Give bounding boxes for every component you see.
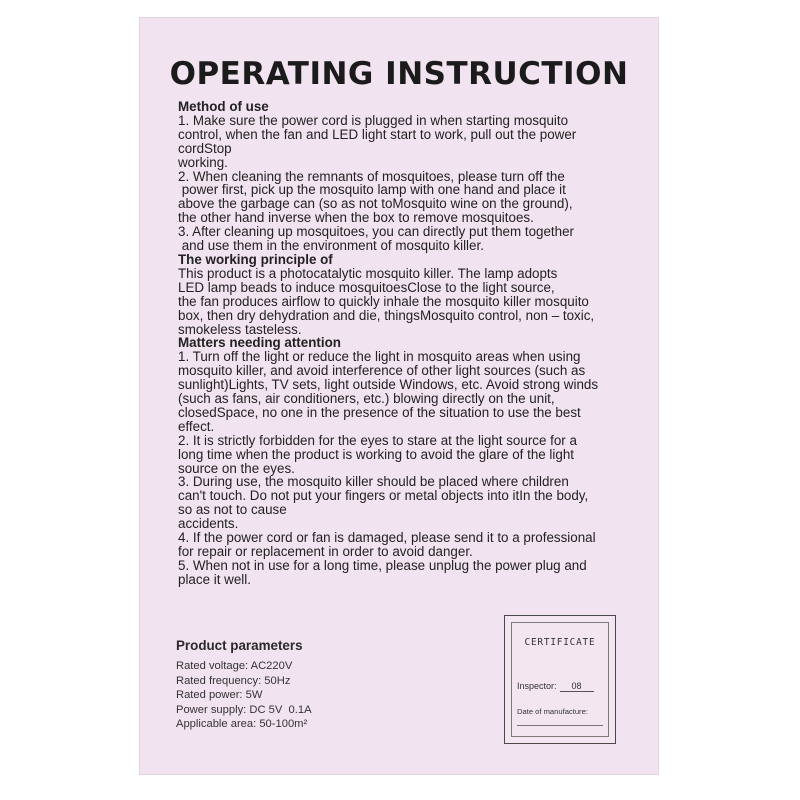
attention-line: for repair or replacement in order to avoid danger. [178, 544, 473, 559]
method-line: control, when the fan and LED light start to work, pull out the power [178, 126, 577, 142]
attention-line: 5. When not in use for a long time, please unplug the power plug and [178, 557, 587, 573]
parameter-line: Applicable area: 50-100m² [176, 718, 308, 730]
attention-line: 1. Turn off the light or reduce the light in mosquito areas when using [178, 349, 581, 365]
product-parameters-heading: Product parameters [176, 638, 303, 653]
instruction-body [178, 100, 648, 587]
method-line: above the garbage can (so as not toMosquito wine on the ground), [178, 196, 573, 212]
principle-line: LED lamp beads to induce mosquitoesClose to the light source, [178, 279, 555, 295]
attention-line: long time when the product is working to avoid the glare of the light [178, 446, 574, 462]
attention-line: accidents. [178, 516, 239, 532]
attention-line: 2. It is strictly forbidden for the eyes to stare at the light source for a [178, 432, 577, 448]
inspector-row [517, 681, 594, 692]
parameter-line: Rated voltage: AC220V [176, 660, 293, 672]
method-line: and use them in the environment of mosquito killer. [178, 238, 484, 254]
method-line: power first, pick up the mosquito lamp with one hand and place it [178, 182, 566, 198]
working-principle-heading: The working principle of [178, 251, 333, 267]
inspector-value: 08 [560, 681, 594, 692]
parameter-line: Rated power: 5W [176, 689, 263, 701]
inspector-label: Inspector: [517, 681, 557, 691]
attention-line: sunlight)Lights, TV sets, light outside Windows, etc. Avoid strong winds [178, 377, 599, 393]
certificate-title: CERTIFICATE [524, 637, 596, 648]
method-of-use-heading: Method of use [178, 99, 269, 114]
product-parameters [176, 638, 426, 732]
certificate-inner-border [511, 622, 609, 737]
date-of-manufacture-line [517, 725, 603, 726]
method-line: working. [178, 154, 228, 170]
principle-line: the fan produces airflow to quickly inhale the mosquito killer mosquito [178, 293, 589, 309]
principle-line: smokeless tasteless. [178, 321, 302, 337]
attention-line: mosquito killer, and avoid interference of other light sources (such as [178, 363, 586, 379]
attention-heading: Matters needing attention [178, 335, 341, 351]
attention-line: 4. If the power cord or fan is damaged, please send it to a professional [178, 530, 596, 546]
parameter-line: Power supply: DC 5V 0.1A [176, 703, 312, 716]
method-line: 3. After cleaning up mosquitoes, you can directly put them together [178, 224, 574, 240]
attention-line: can't touch. Do not put your fingers or metal objects into itIn the body, [178, 488, 589, 504]
attention-line: source on the eyes. [178, 460, 295, 476]
attention-line: closedSpace, no one in the presence of the situation to use the best [178, 404, 581, 420]
attention-line: place it well. [178, 571, 251, 587]
attention-line: 3. During use, the mosquito killer should be placed where children [178, 474, 569, 490]
page-title: OPERATING INSTRUCTION [169, 56, 629, 92]
principle-line: This product is a photocatalytic mosquito killer. The lamp adopts [178, 265, 558, 281]
principle-line: box, then dry dehydration and die, thingsMosquito control, non – toxic, [178, 307, 595, 323]
instruction-sheet [140, 18, 658, 774]
certificate-box [504, 615, 616, 744]
method-line: 2. When cleaning the remnants of mosquitoes, please turn off the [178, 168, 565, 184]
method-line: cordStop [178, 140, 232, 156]
attention-line: effect. [178, 418, 215, 434]
attention-line: so as not to cause [178, 502, 287, 518]
attention-line: (such as fans, air conditioners, etc.) blowing directly on the unit, [178, 391, 555, 407]
date-of-manufacture-label: Date of manufacture: [517, 707, 588, 716]
method-line: 1. Make sure the power cord is plugged in when starting mosquito [178, 112, 569, 128]
parameter-line: Rated frequency: 50Hz [176, 674, 291, 687]
method-line: the other hand inverse when the box to remove mosquitoes. [178, 210, 534, 226]
